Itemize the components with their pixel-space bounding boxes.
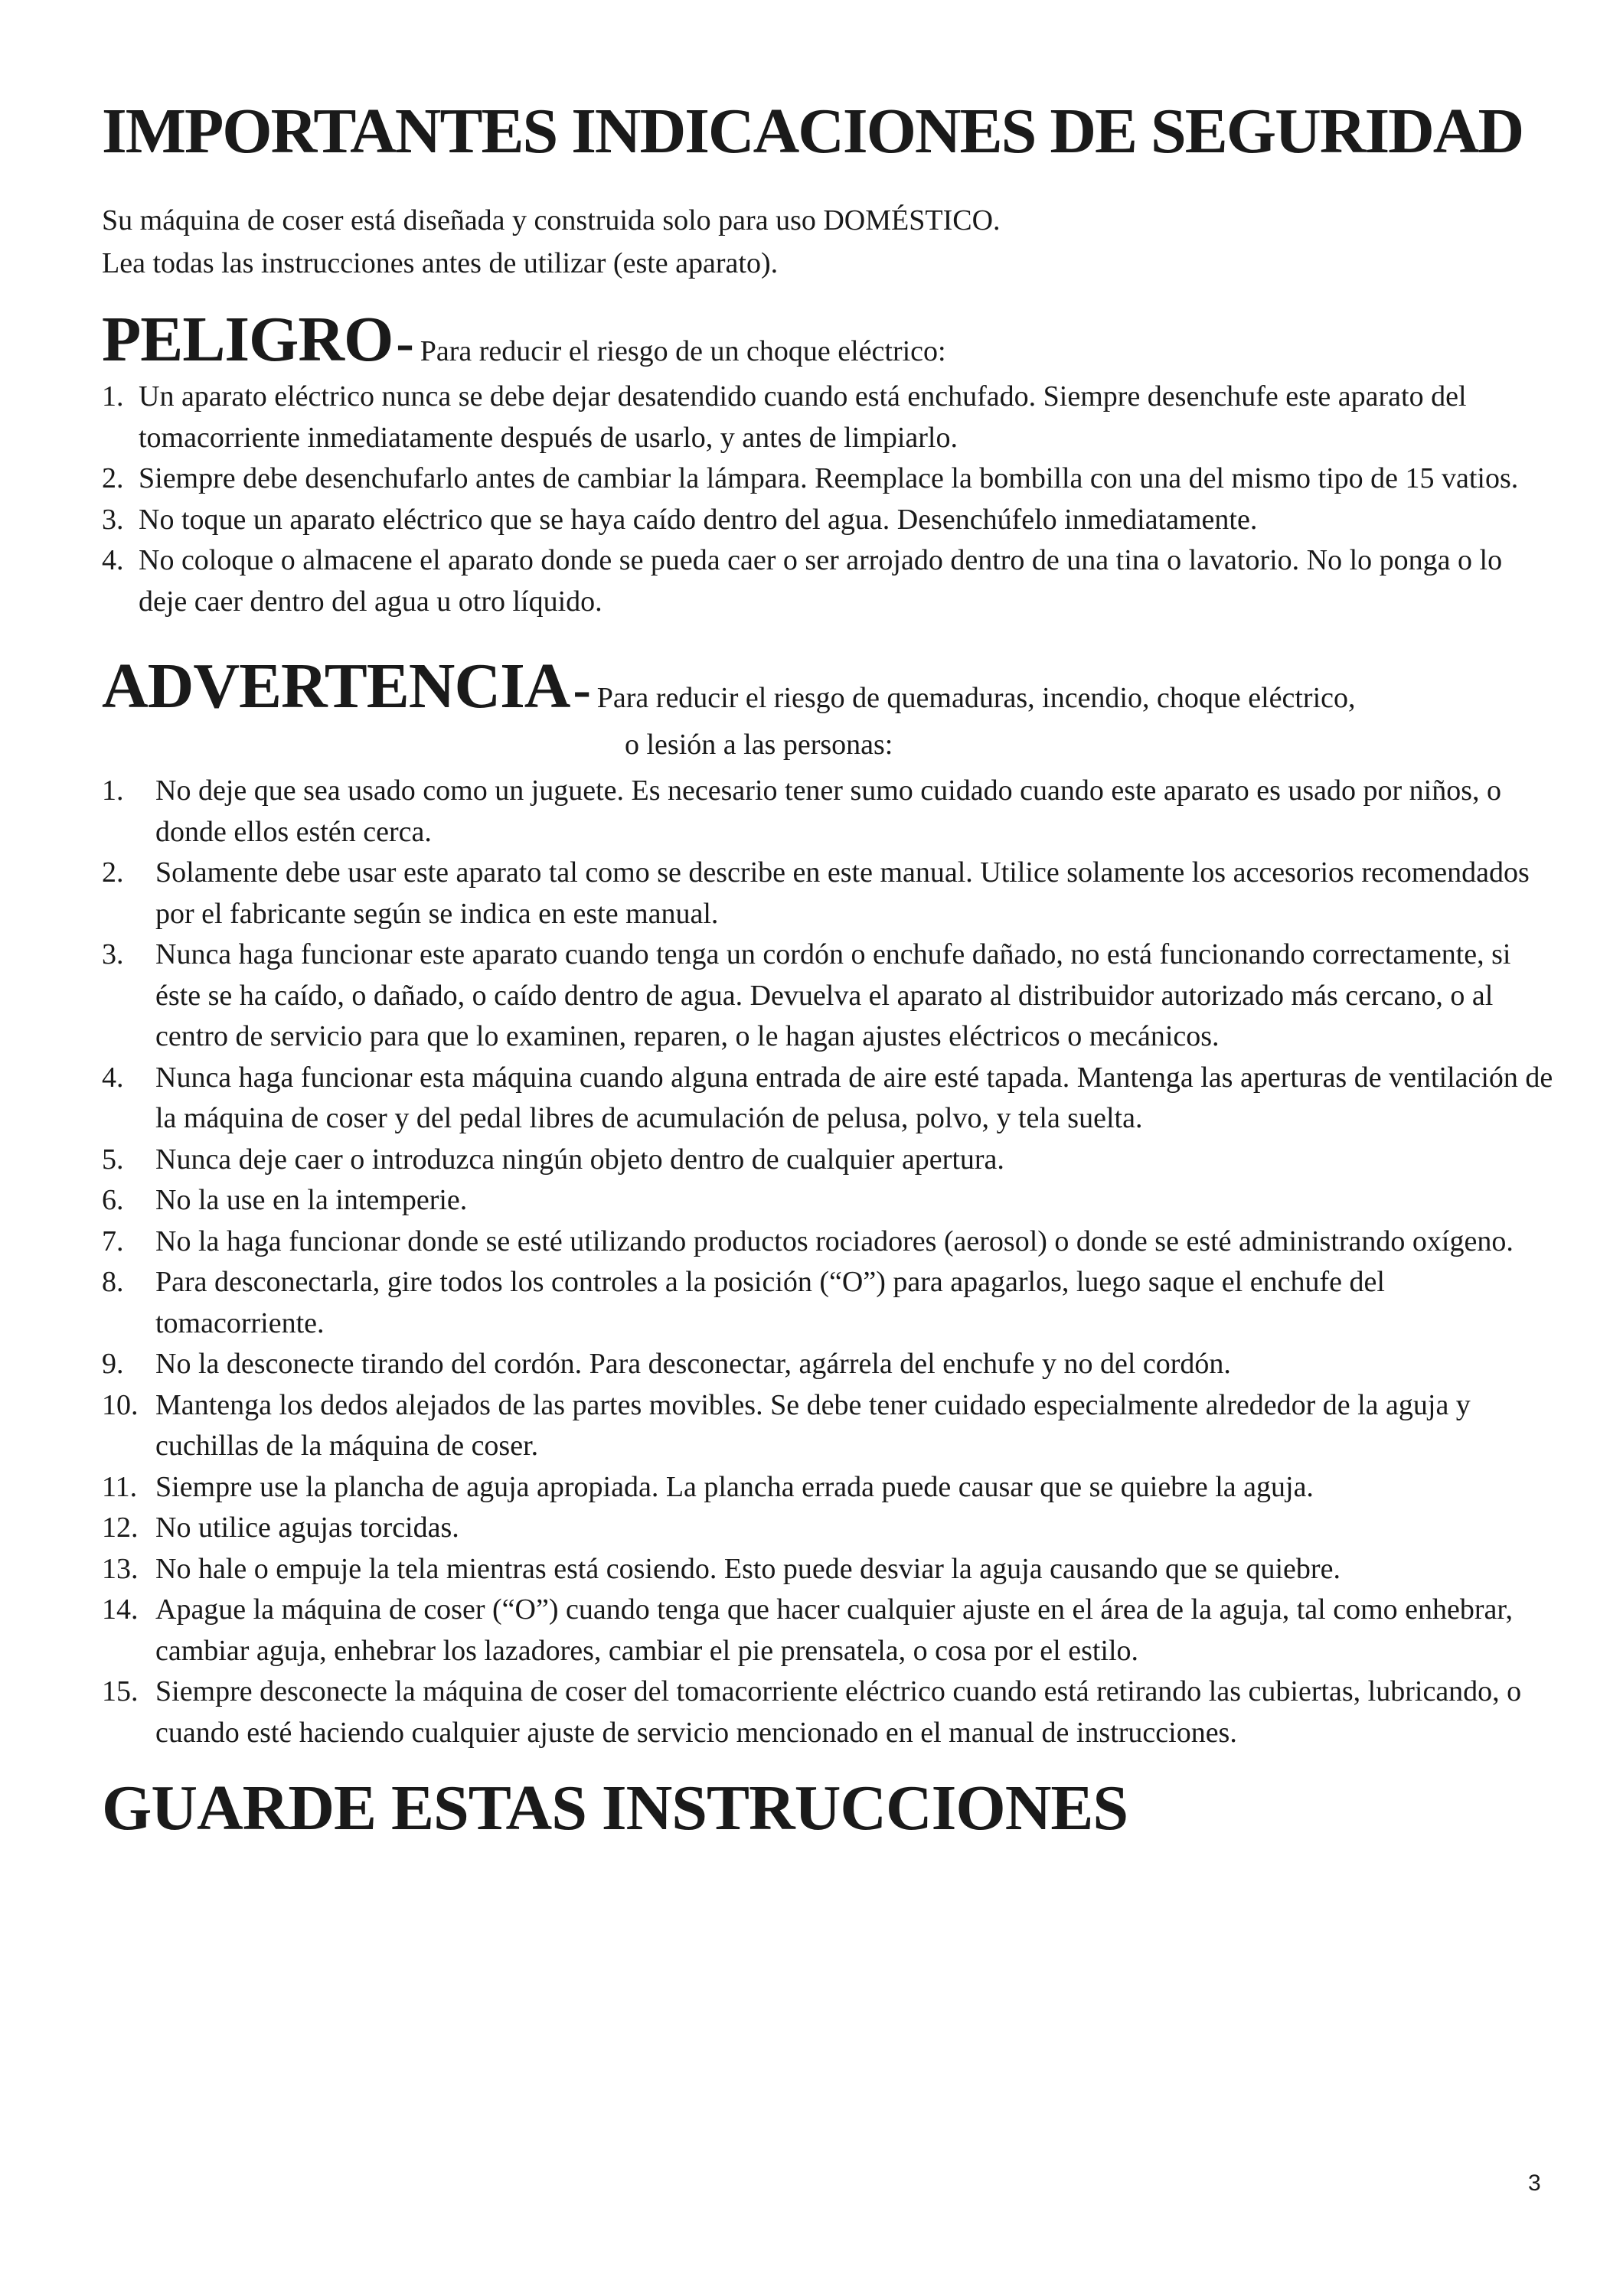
advertencia-heading xyxy=(102,651,1556,722)
item-text: Para desconectarla, gire todos los controles a la posición (“O”) para apagarlos, luego saque el enchufe del tomacorriente. xyxy=(155,1266,1385,1339)
item-text: No utilice agujas torcidas. xyxy=(155,1512,459,1544)
page-title: IMPORTANTES INDICACIONES DE SEGURIDAD xyxy=(102,96,1523,167)
item-number: 1. xyxy=(102,380,124,413)
peligro-list xyxy=(102,377,1556,622)
advertencia-subtitle: Para reducir el riesgo de quemaduras, incendio, choque eléctrico, xyxy=(596,682,1356,714)
item-text: No deje que sea usado como un juguete. Es necesario tener sumo cuidado cuando este aparato es usado por niños, o donde ellos estén cerca. xyxy=(155,775,1502,848)
intro-line: Lea todas las instrucciones antes de utilizar (este aparato). xyxy=(102,247,779,279)
item-number: 3. xyxy=(102,503,124,536)
list-item xyxy=(102,771,1556,853)
item-number: 11. xyxy=(102,1470,138,1503)
item-text: Solamente debe usar este aparato tal como se describe en este manual. Utilice solamente los accesorios recomendados por el fabricante según se indica en este manual. xyxy=(155,856,1530,930)
item-text: Siempre desconecte la máquina de coser del tomacorriente eléctrico cuando está retirando las cubiertas, lubricando, o cuando esté haciendo cualquier ajuste de servicio mencionado en el manual de instrucciones. xyxy=(155,1675,1522,1749)
list-item xyxy=(102,1671,1556,1753)
list-item xyxy=(102,1467,1556,1508)
list-item xyxy=(102,934,1556,1058)
item-text: No coloque o almacene el aparato donde se pueda caer o ser arrojado dentro de una tina o lavatorio. No lo ponga o lo deje caer dentro del agua u otro líquido. xyxy=(139,544,1503,618)
item-number: 14. xyxy=(102,1593,139,1626)
item-number: 2. xyxy=(102,856,124,889)
item-text: No la use en la intemperie. xyxy=(155,1184,468,1216)
list-item xyxy=(102,540,1556,622)
item-text: Mantenga los dedos alejados de las partes movibles. Se debe tener cuidado especialmente alrededor de la aguja y cuchillas de la máquina de coser. xyxy=(155,1388,1471,1462)
item-number: 4. xyxy=(102,1061,124,1094)
item-text: Nunca haga funcionar este aparato cuando tenga un cordón o enchufe dañado, no está funcionando correctamente, si éste se ha caído, o dañado, o caído dentro de agua. Devuelva el aparato al distribuidor autorizado más cercano, o al centro de servicio para que lo examinen, reparen, o le hagan ajustes eléctricos o mecánicos. xyxy=(155,938,1511,1052)
item-number: 5. xyxy=(102,1143,124,1176)
list-item xyxy=(102,1180,1556,1221)
intro-text xyxy=(102,199,1556,285)
list-item xyxy=(102,1140,1556,1181)
item-number: 10. xyxy=(102,1388,139,1421)
item-number: 2. xyxy=(102,462,124,494)
item-text: Apague la máquina de coser (“O”) cuando tenga que hacer cualquier ajuste en el área de la aguja, tal como enhebrar, cambiar aguja, enhebrar los lazadores, cambiar el pie prensatela, o cosa por el estilo. xyxy=(155,1593,1514,1667)
heading-dash: - xyxy=(396,314,414,373)
save-instructions-title: GUARDE ESTAS INSTRUCCIONES xyxy=(102,1773,1128,1844)
item-number: 15. xyxy=(102,1675,139,1707)
list-item xyxy=(102,377,1556,458)
list-item xyxy=(102,1221,1556,1263)
advertencia-title: ADVERTENCIA xyxy=(102,651,570,722)
list-item xyxy=(102,1262,1556,1344)
list-item xyxy=(102,1549,1556,1590)
item-number: 13. xyxy=(102,1552,139,1585)
document-page xyxy=(102,96,1556,1844)
item-number: 4. xyxy=(102,544,124,576)
heading-dash: - xyxy=(573,660,591,719)
item-text: No la haga funcionar donde se esté utilizando productos rociadores (aerosol) o donde se esté administrando oxígeno. xyxy=(155,1225,1514,1257)
item-number: 8. xyxy=(102,1266,124,1298)
advertencia-list xyxy=(102,771,1556,1753)
list-item xyxy=(102,1508,1556,1549)
peligro-heading xyxy=(102,304,1556,375)
peligro-subtitle: Para reducir el riesgo de un choque eléctrico: xyxy=(420,335,946,367)
list-item xyxy=(102,1058,1556,1140)
item-text: No hale o empuje la tela mientras está cosiendo. Esto puede desviar la aguja causando que se quiebre. xyxy=(155,1552,1341,1585)
advertencia-subtitle-continued: o lesión a las personas: xyxy=(625,729,893,761)
item-number: 7. xyxy=(102,1225,124,1257)
item-number: 9. xyxy=(102,1348,124,1380)
page-number: 3 xyxy=(1528,2170,1541,2196)
item-text: Un aparato eléctrico nunca se debe dejar desatendido cuando está enchufado. Siempre desenchufe este aparato del tomacorriente inmediatamente después de usarlo, y antes de limpiarlo. xyxy=(139,380,1467,454)
item-number: 12. xyxy=(102,1512,139,1544)
list-item xyxy=(102,458,1556,500)
list-item xyxy=(102,1344,1556,1385)
list-item xyxy=(102,853,1556,934)
item-text: No toque un aparato eléctrico que se haya caído dentro del agua. Desenchúfelo inmediatamente. xyxy=(139,503,1258,536)
item-text: Siempre debe desenchufarlo antes de cambiar la lámpara. Reemplace la bombilla con una del mismo tipo de 15 vatios. xyxy=(139,462,1519,494)
item-number: 6. xyxy=(102,1184,124,1216)
list-item xyxy=(102,500,1556,541)
item-text: Siempre use la plancha de aguja apropiada. La plancha errada puede causar que se quiebre la aguja. xyxy=(155,1470,1314,1503)
peligro-title: PELIGRO xyxy=(102,304,394,375)
item-number: 3. xyxy=(102,938,124,970)
item-text: No la desconecte tirando del cordón. Para desconectar, agárrela del enchufe y no del cordón. xyxy=(155,1348,1231,1380)
item-text: Nunca deje caer o introduzca ningún objeto dentro de cualquier apertura. xyxy=(155,1143,1004,1176)
list-item xyxy=(102,1590,1556,1671)
intro-line: Su máquina de coser está diseñada y construida solo para uso DOMÉSTICO. xyxy=(102,204,1001,236)
list-item xyxy=(102,1385,1556,1467)
item-number: 1. xyxy=(102,775,124,807)
item-text: Nunca haga funcionar esta máquina cuando alguna entrada de aire esté tapada. Mantenga las aperturas de ventilación de la máquina de coser y del pedal libres de acumulación de pelusa, polvo, y tela suelta. xyxy=(155,1061,1553,1134)
